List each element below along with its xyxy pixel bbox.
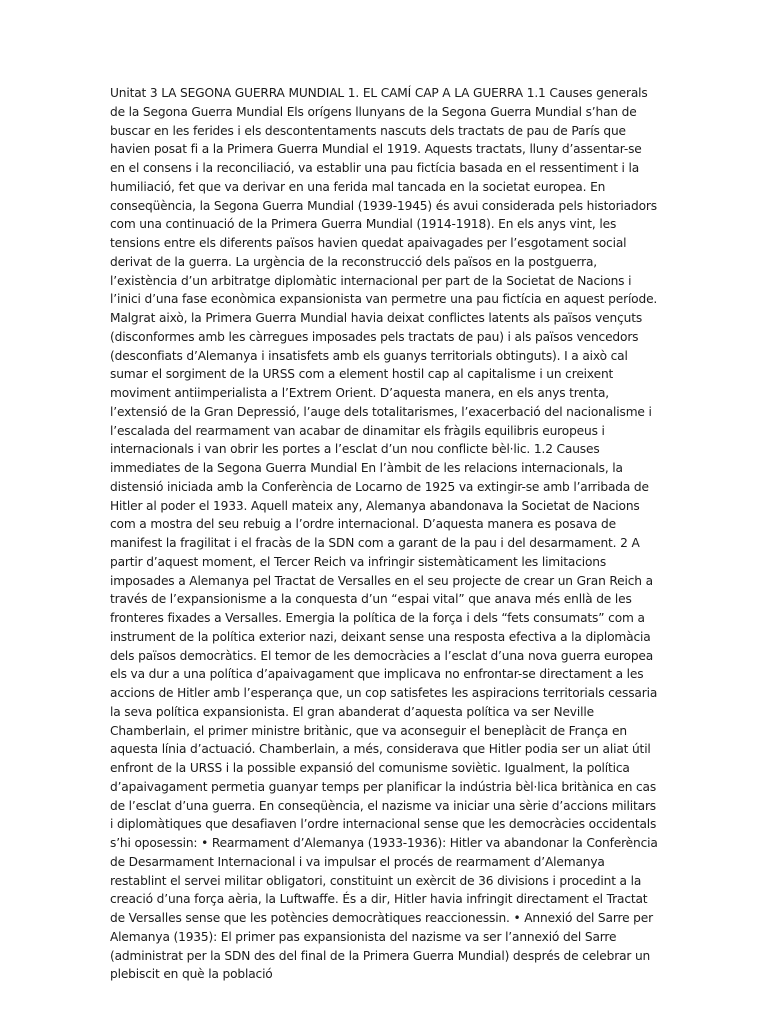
document-body-text: Unitat 3 LA SEGONA GUERRA MUNDIAL 1. EL CAMÍ CAP A LA GUERRA 1.1 Causes generals de la Segona Guerra Mundial Els orígens llunyans de la Segona Guerra Mundial s’han de buscar en les ferides i els descontentaments nascuts dels tractats de pau de París que havien posat fi a la Primera Guerra Mundial el 1919. Aquests tractats, lluny d’assentar-se en el consens i la reconciliació, va establir una pau fictícia basada en el ressentiment i la humiliació, fet que va derivar en una ferida mal tancada en la societat europea. En conseqüència, la Segona Guerra Mundial (1939-1945) és avui considerada pels historiadors com una continuació de la Primera Guerra Mundial (1914-1918). En els anys vint, les tensions entre els diferents països havien quedat apaivagades per l’esgotament social derivat de la guerra. La urgència de la reconstrucció dels països en la postguerra, l’existència d’un arbitratge diplomàtic internacional per part de la Societat de Nacions i l’inici d’una fase econòmica expansionista van permetre una pau fictícia en aquest període. Malgrat això, la Primera Guerra Mundial havia deixat conflictes latents als països vençuts (disconformes amb les càrregues imposades pels tractats de pau) i als països vencedors (desconfiats d’Alemanya i insatisfets amb els guanys territorials obtinguts). I a això cal sumar el sorgiment de la URSS com a element hostil cap al capitalisme i un creixent moviment antiimperialista a l’Extrem Orient. D’aquesta manera, en els anys trenta, l’extensió de la Gran Depressió, l’auge dels totalitarismes, l’exacerbació del nacionalisme i l’escalada del rearmament van acabar de dinamitar els fràgils equilibris europeus i internacionals i van obrir les portes a l’esclat d’un nou conflicte bèl·lic. 1.2 Causes immediates de la Segona Guerra Mundial En l’àmbit de les relacions internacionals, la distensió iniciada amb la Conferència de Locarno de 1925 va extingir-se amb l’arribada de Hitler al poder el 1933. Aquell mateix any, Alemanya abandonava la Societat de Nacions com a mostra del seu rebuig a l’ordre internacional. D’aquesta manera es posava de manifest la fragilitat i el fracàs de la SDN com a garant de la pau i del desarmament. 2 A partir d’aquest moment, el Tercer Reich va infringir sistemàticament les limitacions imposades a Alemanya pel Tractat de Versalles en el seu projecte de crear un Gran Reich a través de l’expansionisme a la conquesta d’un “espai vital” que anava més enllà de les fronteres fixades a Versalles. Emergia la política de la força i dels “fets consumats” com a instrument de la política exterior nazi, deixant sense una resposta efectiva a la diplomàcia dels països democràtics. El temor de les democràcies a l’esclat d’una nova guerra europea els va dur a una política d’apaivagament que implicava no enfrontar-se directament a les accions de Hitler amb l’esperança que, un cop satisfetes les aspiracions territorials cessaria la seva política expansionista. El gran abanderat d’aquesta política va ser Neville Chamberlain, el primer ministre britànic, que va aconseguir el beneplàcit de França en aquesta línia d’actuació. Chamberlain, a més, considerava que Hitler podia ser un aliat útil enfront de la URSS i la possible expansió del comunisme soviètic. Igualment, la política d’apaivagament permetia guanyar temps per planificar la indústria bèl·lica britànica en cas de l’esclat d’una guerra. En conseqüència, el nazisme va iniciar una sèrie d’accions militars i diplomàtiques que desafiaven l’ordre internacional sense que les democràcies occidentals s’hi oposessin: • Rearmament d’Alemanya (1933-1936): Hitler va abandonar la Conferència de Desarmament Internacional i va impulsar el procés de rearmament d’Alemanya restablint el servei militar obligatori, constituint un exèrcit de 36 divisions i procedint a la creació d’una força aèria, la Luftwaffe. És a dir, Hitler havia infringit directament el Tractat de Versalles sense que les potències democràtiques reaccionessin. • Annexió del Sarre per Alemanya (1935): El primer pas expansionista del nazisme va ser l’annexió del Sarre (administrat per la SDN des del final de la Primera Guerra Mundial) després de celebrar un plebiscit en què la població bbox=[110, 86, 658, 982]
